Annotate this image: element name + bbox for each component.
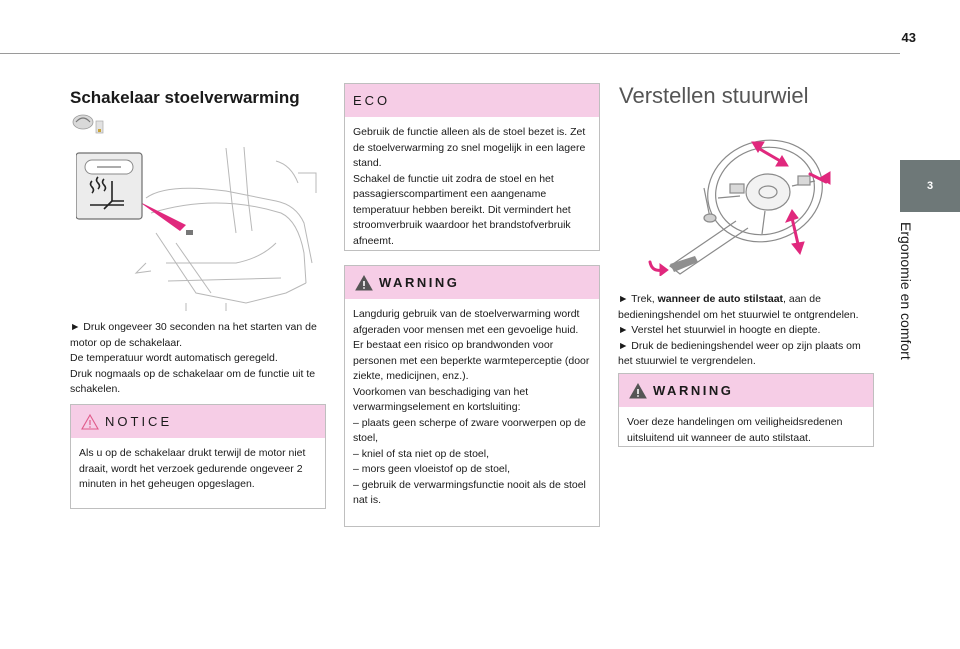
warning-line: Er bestaat een risico op brandwonden voor personen met een beperkte warmteperceptie (door ziekte, medicijnen, enz.). <box>353 339 590 382</box>
seat-heating-illustration <box>76 143 326 313</box>
steering-wheel-illustration <box>640 126 840 276</box>
step1-prefix: ► Trek, <box>618 293 658 305</box>
steering-instructions <box>618 292 874 370</box>
seat-indicator-icon <box>72 113 106 135</box>
warning-line: Langdurig gebruik van de stoelverwarming wordt afgeraden voor mensen met een gevoelige huid. <box>353 308 580 336</box>
pointer-arrow <box>138 201 186 231</box>
step1-suffix: , aan de bedieningshendel om het stuurwiel te ontgrendelen. <box>618 293 859 321</box>
eco-text: Gebruik de functie alleen als de stoel bezet is. Zet de stoelverwarming zo snel mogelijk in een lagere stand. Schakel de functie uit zodra de stoel en het passagierscompartiment een aangename temperatuur hebben bereikt. Dit vermindert het stroomverbruik waardoor het brandstofverbruik afneemt. <box>353 126 586 247</box>
section-title-seat-heating: Schakelaar stoelverwarming <box>70 88 300 107</box>
instruction-line <box>618 292 874 323</box>
notice-label: NOTICE <box>105 414 173 429</box>
notice-header <box>71 405 325 438</box>
eco-box <box>344 83 600 251</box>
chapter-title: Ergonomie en comfort <box>898 222 914 360</box>
warning-line: – gebruik de verwarmingsfunctie nooit als de stoel nat is. <box>353 478 586 506</box>
instruction-line: ► Verstel het stuurwiel in hoogte en diepte. <box>618 324 821 336</box>
warning-text-seat <box>345 299 599 518</box>
warning-header-steering <box>619 374 873 407</box>
warning-box-steering <box>618 373 874 447</box>
warning-line: – kniel of sta niet op de stoel, <box>353 447 490 460</box>
instruction-line: Druk nogmaals op de schakelaar om de functie uit te schakelen. <box>70 367 316 395</box>
seat-button-shape <box>186 230 193 235</box>
seat-heating-instructions <box>70 320 326 398</box>
warning-triangle-icon <box>355 275 373 291</box>
top-divider <box>0 53 900 54</box>
warning-label-seat: WARNING <box>379 275 460 290</box>
eco-header <box>345 84 599 117</box>
warning-triangle-icon <box>629 383 647 399</box>
warning-box-seat <box>344 265 600 527</box>
notice-box <box>70 404 326 509</box>
chapter-title-vertical <box>894 222 918 372</box>
section-title-steering: Verstellen stuurwiel <box>619 83 809 108</box>
warning-triangle-icon <box>81 414 99 430</box>
instruction-line: De temperatuur wordt automatisch geregeld. <box>70 352 278 364</box>
warning-text-steering: Voer deze handelingen om veiligheidsredenen uitsluitend uit wanneer de auto stilstaat. <box>627 416 843 444</box>
warning-line: – plaats geen scherpe of zware voorwerpen op de stoel, <box>353 416 586 444</box>
warning-header-seat <box>345 266 599 299</box>
eco-label: ECO <box>353 93 391 108</box>
chapter-tab[interactable]: 3 <box>900 160 960 212</box>
instruction-line: ► Druk de bedieningshendel weer op zijn plaats om het stuurwiel te vergrendelen. <box>618 339 861 367</box>
step1-bold: wanneer de auto stilstaat <box>657 293 784 305</box>
notice-text: Als u op de schakelaar drukt terwijl de motor niet draait, wordt het verzoek gedurende ongeveer 2 minuten in het geheugen opgeslagen. <box>79 447 306 490</box>
instruction-line: ► Druk ongeveer 30 seconden na het starten van de motor op de schakelaar. <box>70 321 317 349</box>
page-number: 43 <box>901 30 916 45</box>
warning-line: – mors geen vloeistof op de stoel, <box>353 463 511 475</box>
warning-label-steering: WARNING <box>653 383 734 398</box>
warning-line: Voorkomen van beschadiging van het verwarmingselement en kortsluiting: <box>353 385 529 413</box>
